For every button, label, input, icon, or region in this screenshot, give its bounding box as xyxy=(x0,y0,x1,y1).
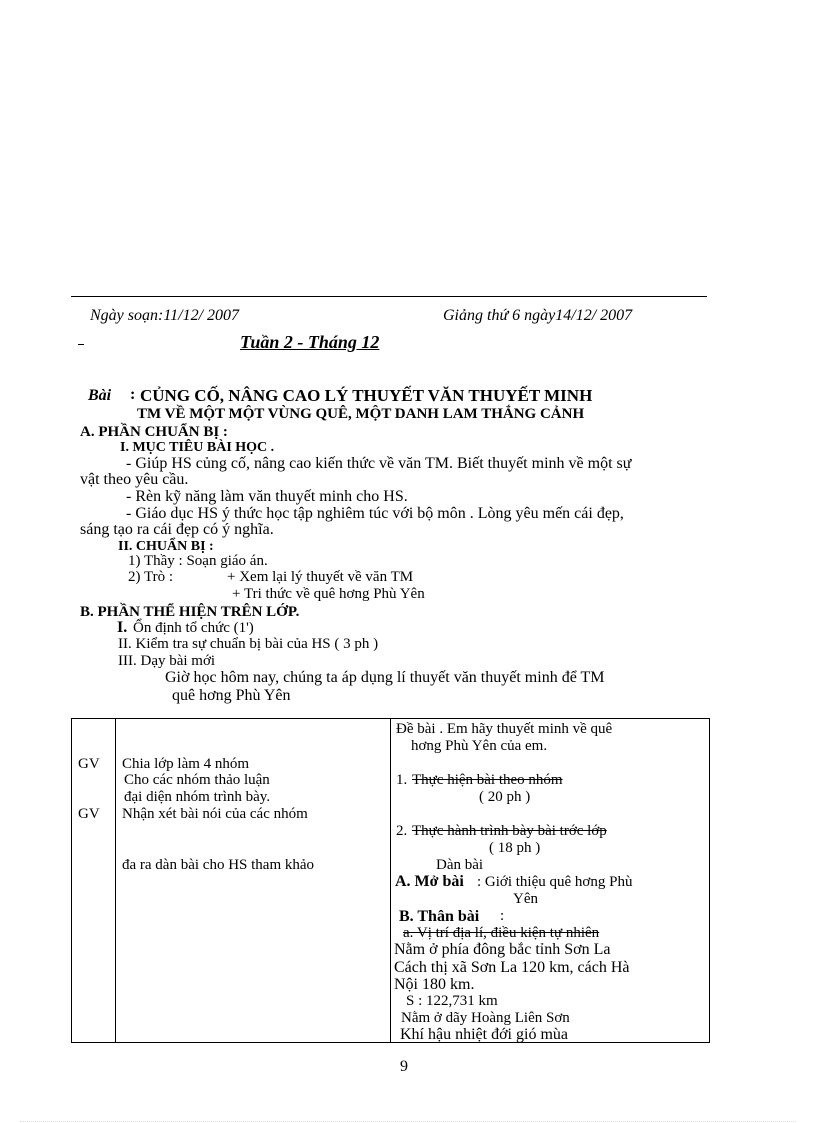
intro-part-text-cont: Yên xyxy=(513,891,538,907)
activity-column xyxy=(116,719,391,1043)
intro-part-text: : Giới thiệu quê hơng Phù xyxy=(477,874,633,890)
lesson-title-line1: CỦNG CỐ, NÂNG CAO LÝ THUYẾT VĂN THUYẾT MINH xyxy=(140,386,593,405)
section-b-heading: B. PHẦN THỂ HIỆN TRÊN LỚP. xyxy=(80,604,300,620)
lesson-title-line2: TM VỀ MỘT MỘT VÙNG QUÊ, MỘT DANH LAM THẮNG CẢNH xyxy=(137,406,585,422)
page-bottom-edge xyxy=(20,1121,796,1122)
role-gv-2: GV xyxy=(78,806,100,822)
week-title: Tuần 2 - Tháng 12 xyxy=(240,332,380,352)
step-1: Ổn định tổ chức (1') xyxy=(133,620,254,636)
lesson-colon: : xyxy=(130,386,136,403)
prep-teacher: 1) Thầy : Soạn giáo án. xyxy=(128,553,268,569)
intro-part-label: A. Mở bài xyxy=(395,873,464,890)
objective-2: - Rèn kỹ năng làm văn thuyết minh cho HS. xyxy=(126,488,408,505)
dash-mark xyxy=(78,344,84,345)
task-1-num: 1. xyxy=(396,772,408,788)
body-line-4: S : 122,731 km xyxy=(406,993,498,1009)
body-line-5: Nằm ở dãy Hoàng Liên Sơn xyxy=(401,1010,570,1026)
body-line-3: Nội 180 km. xyxy=(394,976,475,993)
objectives-heading: I. MỤC TIÊU BÀI HỌC . xyxy=(120,440,275,455)
role-gv-1: GV xyxy=(78,756,100,772)
de-bai-line2: hơng Phù Yên của em. xyxy=(411,738,548,754)
task-1: Thực hiện bài theo nhóm xyxy=(412,772,563,788)
activity-3: đại diện nhóm trình bày. xyxy=(124,789,271,805)
intro-line2: quê hơng Phù Yên xyxy=(172,687,291,704)
preparation-heading: II. CHUẨN BỊ : xyxy=(118,539,214,554)
prep-student-label: 2) Trò : xyxy=(128,569,174,585)
objective-3-cont: sáng tạo ra cái đẹp có ý nghĩa. xyxy=(80,521,274,538)
step-3: III. Dạy bài mới xyxy=(118,653,216,669)
page-number: 9 xyxy=(400,1058,408,1075)
body-line-2: Cách thị xã Sơn La 120 km, cách Hà xyxy=(394,959,630,976)
date-prepared: Ngày soạn:11/12/ 2007 xyxy=(90,307,240,324)
step-2: II. Kiểm tra sự chuẩn bị bài của HS ( 3 ph ) xyxy=(118,636,379,652)
de-bai-line1: Đề bài . Em hãy thuyết minh về quê xyxy=(396,721,613,737)
header-rule xyxy=(71,296,707,297)
body-part-label: B. Thân bài xyxy=(399,908,480,925)
lesson-label: Bài xyxy=(88,387,112,404)
activity-4: Nhận xét bài nói của các nhóm xyxy=(122,806,308,822)
body-line-6: Khí hậu nhiệt đới gió mùa xyxy=(400,1026,568,1043)
activity-5: đa ra dàn bài cho HS tham khảo xyxy=(122,857,315,873)
body-part-colon: : xyxy=(500,908,505,924)
outline-label: Dàn bài xyxy=(436,857,484,873)
content-column xyxy=(391,719,710,1043)
task-2: Thực hành trình bày bài trớc lớp xyxy=(412,823,607,839)
intro-line1: Giờ học hôm nay, chúng ta áp dụng lí thuyết văn thuyết minh để TM xyxy=(165,669,605,686)
objective-1-cont: vật theo yêu cầu. xyxy=(80,471,189,488)
prep-student-item2: + Tri thức về quê hơng Phù Yên xyxy=(232,586,425,602)
objective-1: - Giúp HS củng cố, nâng cao kiến thức về văn TM. Biết thuyết minh về một sự xyxy=(126,455,632,472)
body-line-1: Nằm ở phía đông bắc tỉnh Sơn La xyxy=(394,941,611,958)
task-2-time: ( 18 ph ) xyxy=(489,840,541,856)
role-column xyxy=(72,719,116,1043)
body-sub-a: a. Vị trí địa lí, điều kiện tự nhiên xyxy=(403,925,600,941)
section-a-heading: A. PHẦN CHUẨN BỊ : xyxy=(80,424,228,440)
lesson-table xyxy=(71,718,710,1043)
objective-3: - Giáo dục HS ý thức học tập nghiêm túc với bộ môn . Lòng yêu mến cái đẹp, xyxy=(126,505,624,522)
step-1-num: I. xyxy=(117,619,128,636)
activity-2: Cho các nhóm thảo luận xyxy=(124,772,270,788)
prep-student-item1: + Xem lại lý thuyết về văn TM xyxy=(227,569,414,585)
task-2-num: 2. xyxy=(396,823,408,839)
date-taught: Giảng thứ 6 ngày14/12/ 2007 xyxy=(443,307,633,324)
task-1-time: ( 20 ph ) xyxy=(479,789,531,805)
activity-1: Chia lớp làm 4 nhóm xyxy=(122,756,250,772)
